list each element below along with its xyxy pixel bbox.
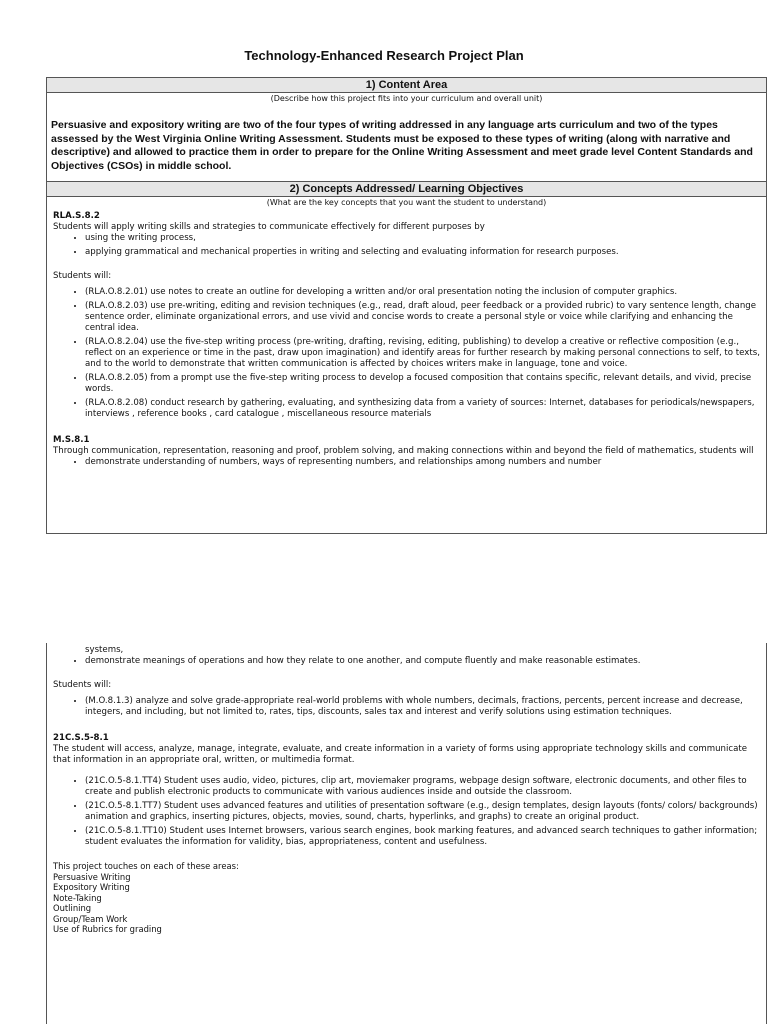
list-item: • (21C.O.5-8.1.TT4) Student uses audio, video, pictures, clip art, moviemaker programs, webpage design software, electronic documents, and other files to create and publish electronic products to communicate with various audiences inside and outside the classroom. — [85, 776, 760, 798]
section2-content-page1 — [47, 207, 766, 468]
area-item: Expository Writing — [53, 882, 130, 892]
rla-standard-list — [53, 233, 760, 258]
list-item: • demonstrate meanings of operations and how they relate to one another, and compute fluently and make reasonable estimates. — [85, 656, 760, 667]
math-objectives-list — [53, 696, 760, 718]
areas-block — [53, 861, 760, 935]
math-standard-list-2 — [53, 656, 760, 667]
math-standard-code: M.S.8.1 — [53, 435, 90, 445]
section1-body: Persuasive and expository writing are two of the four types of writing addressed in any language arts curriculum and two of the types assessed by the West Virginia Online Writing Assessment. Students must be exposed to these types of writing (along with narrative and descriptive) and allowed to practice them in order to prepare for the Online Writing Assessment and meet grade level Content Standards and Objectives (CSOs) in middle school. — [51, 119, 753, 172]
section1-subheading: (Describe how this project fits into your curriculum and overall unit) — [270, 94, 543, 103]
list-item: • (21C.O.5-8.1.TT7) Student uses advanced features and utilities of presentation software (e.g., design templates, design layouts (fonts/ colors/ backgrounds) animation and graphics, inserting pictures, objects, movies, sound, charts, hyperlinks, and graphs) to create an original product. — [85, 801, 760, 823]
list-item: systems, — [85, 645, 124, 655]
section2-content-page2 — [47, 643, 766, 935]
area-item: Outlining — [53, 903, 92, 913]
area-item: Persuasive Writing — [53, 871, 131, 882]
rla-standard-intro: Students will apply writing skills and strategies to communicate effectively for different purposes by — [53, 222, 485, 232]
tech-standard-intro: The student will access, analyze, manage, integrate, evaluate, and create information in a variety of forms using appropriate technology skills and communicate that information in an appropriate oral, written, or multimedia format. — [53, 744, 748, 765]
students-will-label: Students will: — [53, 271, 112, 281]
section1-heading: 1) Content Area — [47, 78, 766, 93]
tech-objectives-list — [53, 776, 760, 848]
plan-table-page2 — [46, 643, 767, 1024]
document-title: Technology-Enhanced Research Project Plan — [244, 48, 524, 63]
list-item: • (M.O.8.1.3) analyze and solve grade-appropriate real-world problems with whole numbers, decimals, fractions, percents, percent increase and decrease, integers, and including, but not limited to, rates, tips, discounts, sales tax and interest and verify solutions using estimation techniques. — [85, 696, 760, 718]
area-item: Group/Team Work — [53, 913, 128, 924]
section2-subheading: (What are the key concepts that you want the student to understand) — [266, 198, 547, 207]
students-will-label: Students will: — [53, 680, 112, 690]
list-item: • using the writing process, — [85, 233, 760, 244]
list-item: • demonstrate understanding of numbers, ways of representing numbers, and relationships among numbers and number — [85, 457, 760, 468]
list-item: • applying grammatical and mechanical properties in writing and selecting and evaluating information for research purposes. — [85, 247, 760, 258]
math-standard-intro: Through communication, representation, reasoning and proof, problem solving, and making connections within and beyond the field of mathematics, students will — [53, 446, 754, 456]
list-item: • (RLA.O.8.2.03) use pre-writing, editing and revision techniques (e.g., read, draft aloud, peer feedback or a provided rubric) to vary sentence length, change sentence order, eliminate organizational errors, and use vivid and concise words to create a personal style or voice while clarifying and enhancing the central idea. — [85, 301, 760, 334]
math-standard-list-continued — [53, 645, 760, 656]
list-item: • (RLA.O.8.2.08) conduct research by gathering, evaluating, and synthesizing data from a variety of sources: Internet, databases for periodicals/newspapers, interviews , reference books , card catalogue , miscellaneous resource materials — [85, 398, 760, 420]
list-item: • (RLA.O.8.2.04) use the five-step writing process (pre-writing, drafting, revising, editing, publishing) to develop a creative or reflective composition (e.g., reflect on an experience or time in the past, draw upon imagination) and identify areas for further research by making personal connections to self, to texts, and to the world to demonstrate that written communication is affected by choices writers make in language, tone and voice. — [85, 337, 760, 370]
list-item: • (RLA.O.8.2.05) from a prompt use the five-step writing process to develop a focused composition that contains specific, relevant details, and vivid, precise words. — [85, 373, 760, 395]
area-item: Note-Taking — [53, 892, 102, 903]
area-item: Use of Rubrics for grading — [53, 924, 162, 934]
list-item: • (21C.O.5-8.1.TT10) Student uses Internet browsers, various search engines, book marking features, and advanced search techniques to gather information; student evaluates the information for validity, bias, appropriateness, content and usefulness. — [85, 826, 760, 848]
math-standard-list — [53, 457, 760, 468]
tech-standard-code: 21C.S.5-8.1 — [53, 733, 109, 743]
section2-heading: 2) Concepts Addressed/ Learning Objectives — [47, 182, 766, 197]
areas-intro: This project touches on each of these areas: — [53, 861, 239, 871]
rla-objectives-list — [53, 287, 760, 420]
list-item: • (RLA.O.8.2.01) use notes to create an outline for developing a written and/or oral presentation noting the inclusion of computer graphics. — [85, 287, 760, 298]
rla-standard-code: RLA.S.8.2 — [53, 211, 100, 221]
plan-table-page1 — [46, 77, 767, 534]
